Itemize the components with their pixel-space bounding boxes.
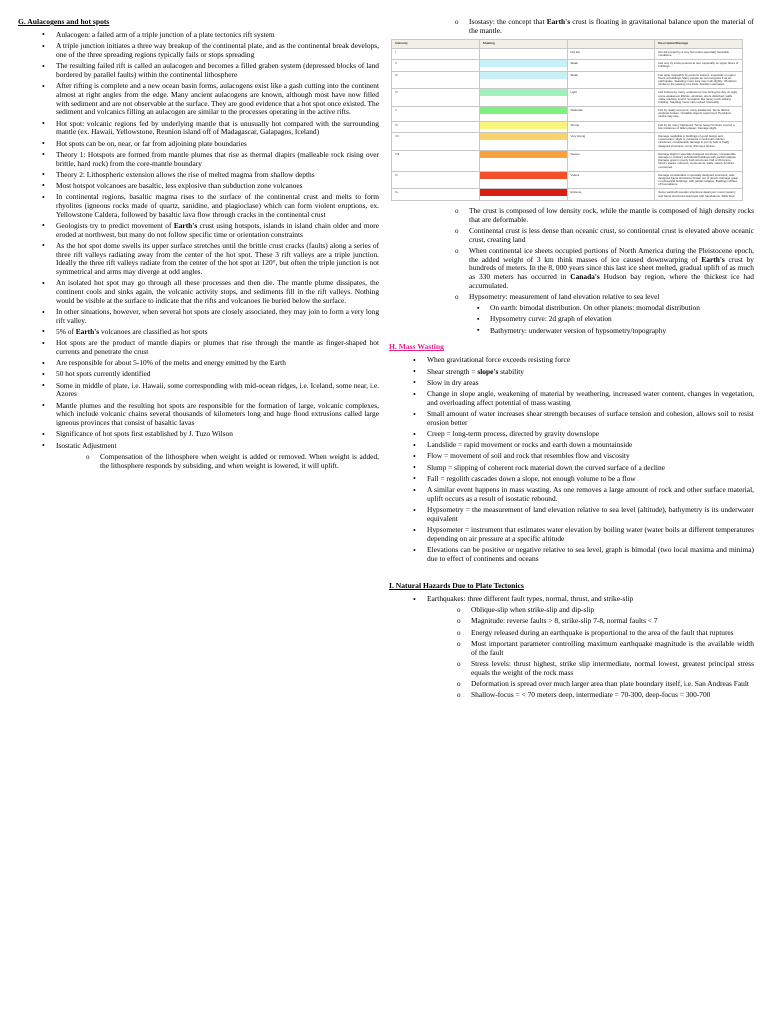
cell-description: Not felt except by a very few under especially favorable conditions. bbox=[655, 48, 743, 59]
cell-shaking: Weak bbox=[567, 60, 655, 71]
cell-intensity: X+ bbox=[392, 189, 480, 200]
cell-shaking: Severe bbox=[567, 150, 655, 171]
cell-description: Damage considerable in specially designed structures; well-designed frame structures thrown out of plumb. Damage great in substantial buildings, with partial collapse. Buildings shifted off foundations. bbox=[655, 171, 743, 189]
cell-color-swatch bbox=[479, 71, 567, 89]
color-swatch bbox=[480, 107, 567, 114]
list-item: • In other situations, however, when several hot spots are closely associated, they may join to form a very long rift valley. bbox=[42, 308, 379, 325]
cell-intensity: V bbox=[392, 107, 480, 122]
cell-shaking: Moderate bbox=[567, 107, 655, 122]
list-item: o Deformation is spread over much larger area than plate boundary itself, i.e. San Andreas Fault bbox=[457, 680, 754, 689]
list-item: o Stress levels: thrust highest, strike slip intermediate, normal lowest, greatest principal stress equals the weight of the rock mass bbox=[457, 660, 754, 677]
cell-color-swatch bbox=[479, 48, 567, 59]
cell-description: Damage negligible in buildings of good design and construction; slight to moderate in well-built ordinary structures; considerable damage in poorly built or badly designed structures; some chimneys broken. bbox=[655, 133, 743, 151]
color-swatch bbox=[480, 133, 567, 140]
column-header-description: Description/Damage bbox=[655, 40, 743, 48]
cell-shaking: Very strong bbox=[567, 133, 655, 151]
table-row bbox=[392, 189, 743, 200]
cell-shaking: Not felt bbox=[567, 48, 655, 59]
list-item: • As the hot spot dome swells its upper surface stretches until the brittle crust cracks (faults) along a series of three rift valleys radiating away from the center of the hot spot. These 3 rift valleys are a triple junction. Ideally the three rift valleys radiate from the center of the hot spot at 120°, but often the triple junction is not symmetrical and arms may diverge at odd angles. bbox=[42, 242, 379, 277]
list-item: • An isolated hot spot may go through all these processes and then die. The mantle plume dissipates, the continent cools and sinks again, the volcanic activity stops, and sediments fill in the rift valleys. Nothing would be visible at the surface to indicate that the rifts and volcanoes lie buried below the surface. bbox=[42, 279, 379, 305]
list-item: • Fall = regolith cascades down a slope, not enough volume to be a flow bbox=[413, 475, 754, 484]
cell-color-swatch bbox=[479, 121, 567, 132]
isostasy-sublist bbox=[433, 18, 754, 35]
cell-intensity: IX bbox=[392, 171, 480, 189]
list-item: • Elevations can be positive or negative relative to sea level, graph is bimodal (two local maxima and minima) due to effect of continents and oceans bbox=[413, 546, 754, 563]
list-item: o Isostasy: the concept that Earth's crust is floating in gravitational balance upon the material of the mantle. bbox=[455, 18, 754, 35]
cell-description: Felt quite noticeably by persons indoors, especially on upper floors of buildings. Many people do not recognize it as an earthquake. Standing motor cars may rock slightly. Vibrations similar to the passing of a truck. Duration estimated. bbox=[655, 71, 743, 89]
list-item: • Earthquakes: three different fault types, normal, thrust, and strike-slip bbox=[413, 595, 754, 604]
cell-intensity: VII bbox=[392, 133, 480, 151]
list-item: o Continental crust is less dense than oceanic crust, so continental crust is elevated above oceanic crust, creating land bbox=[455, 227, 754, 244]
cell-color-swatch bbox=[479, 171, 567, 189]
color-swatch bbox=[480, 122, 567, 129]
table-row bbox=[392, 48, 743, 59]
list-item: • Theory 2: Lithospheric extension allows the rise of melted magma from shallow depths bbox=[42, 171, 379, 180]
cell-intensity: VIII bbox=[392, 150, 480, 171]
list-item: o The crust is composed of low density rock, while the mantle is composed of high density rocks that are deformable. bbox=[455, 207, 754, 224]
list-item: o Oblique-slip when strike-slip and dip-slip bbox=[457, 606, 754, 615]
right-column bbox=[389, 18, 754, 702]
cell-description: Felt only by a few persons at rest, especially on upper floors of buildings. bbox=[655, 60, 743, 71]
section-heading-natural-hazards: I. Natural Hazards Due to Plate Tectonics bbox=[389, 581, 524, 591]
list-item: • The resulting failed rift is called an aulacogen and becomes a filled graben system (depressed blocks of land bordered by parallel faults) within the continental lithosphere bbox=[42, 62, 379, 79]
crust-composition-sublist bbox=[433, 207, 754, 302]
list-item: • 5% of Earth's volcanoes are classified as hot spots bbox=[42, 328, 379, 337]
list-item: • Small amount of water increases shear strength becauses of surface tension and cohesion, allows soil to resist erosion better bbox=[413, 410, 754, 427]
table-row bbox=[392, 133, 743, 151]
cell-description: Felt by nearly everyone; many awakened. Some dishes, windows broken. Unstable objects overturned. Pendulum clocks may stop. bbox=[655, 107, 743, 122]
table-row bbox=[392, 71, 743, 89]
cell-description: Some well-built wooden structures destroyed; most masonry and frame structures destroyed with foundations. Rails bent. bbox=[655, 189, 743, 200]
color-swatch bbox=[480, 151, 567, 158]
cell-shaking: Extreme bbox=[567, 189, 655, 200]
color-swatch bbox=[480, 60, 567, 67]
list-item: o Compensation of the lithosphere when weight is added or removed. When weight is added, the lithosphere responds by subsiding, and when weight is lowered, it will uplift. bbox=[86, 453, 379, 470]
list-item: • Mantle plumes and the resulting hot spots are responsible for the formation of large, volcanic complexes, which include volcanic chains several thousands of kilometers long and huge flood extrusions called large igneous provinces that consist of basaltic lavas bbox=[42, 402, 379, 428]
spacer bbox=[389, 566, 754, 582]
table-row bbox=[392, 60, 743, 71]
list-item: • When gravitational force exceeds resisting force bbox=[413, 356, 754, 365]
table-row bbox=[392, 89, 743, 107]
cell-intensity: VI bbox=[392, 121, 480, 132]
list-item: o When continental ice sheets occupied portions of North America during the Pleistocene epoch, the added weight of 3 km think masses of ice caused downwarping of Earth's crust by hundreds of meters. In the 8, 000 years since this last ice sheet melted, gradual uplift of as much as 330 meters has occurred in Canada's Hudson bay region, where the thickest ice had accumulated. bbox=[455, 247, 754, 291]
aulacogens-bullet-list bbox=[18, 31, 379, 450]
color-swatch bbox=[480, 49, 567, 56]
list-item: • Slump = slipping of coherent rock material down the curved surface of a decline bbox=[413, 464, 754, 473]
list-item: • In continental regions, basaltic magma rises to the surface of the continental crust and melts to form rhyolites (igneous rocks made of quartz, sanidine, and plagioclase) which can form violent eruptions, ex. Yellowstone Caldera, followed by basaltic lava flow through cracks in the continental crust bbox=[42, 193, 379, 219]
list-item: • Flow = movement of soil and rock that resembles flow and viscosity bbox=[413, 452, 754, 461]
list-item: • Geologists try to predict movement of Earth's crust using hotspots, islands in island chain older and more eroded at northwest, but many do not follow specific time or orientation constraints bbox=[42, 222, 379, 239]
isostatic-adjustment-sublist bbox=[64, 453, 379, 470]
cell-shaking: Weak bbox=[567, 71, 655, 89]
cell-color-swatch bbox=[479, 107, 567, 122]
list-item: o Energy released during an earthquake is proportional to the area of the fault that ruptures bbox=[457, 629, 754, 638]
cell-intensity: II bbox=[392, 60, 480, 71]
earthquake-intensity-table bbox=[391, 39, 743, 200]
list-item: ▪ Hypsometry curve: 2d graph of elevation bbox=[477, 315, 754, 324]
color-swatch bbox=[480, 89, 567, 96]
list-item: • A similar event happens in mass wasting. As one removes a large amount of rock and other surface material, uplift occurs as a result of isostatic rebound. bbox=[413, 486, 754, 503]
column-header-intensity: Intensity bbox=[392, 40, 480, 48]
list-item: • Significance of hot spots first established by J. Tuzo Wilson bbox=[42, 430, 379, 439]
table-row bbox=[392, 171, 743, 189]
list-item: • Hot spot: volcanic regions fed by underlying mantle that is unusually hot compared with the surrounding mantle (ex. Hawaii, Yellowstone, Reunion island off of Madagascar, Galapagos, Iceland) bbox=[42, 120, 379, 137]
color-swatch bbox=[480, 172, 567, 179]
list-item: • 50 hot spots currently identified bbox=[42, 370, 379, 379]
cell-intensity: I bbox=[392, 48, 480, 59]
list-item: • Change in slope angle, weakening of material by weathering, increased water content, changes in vegetation, and overloading affect potential of mass wasting bbox=[413, 390, 754, 407]
list-item: o Most important parameter controlling maximum earthquake magnitude is the available width of the fault bbox=[457, 640, 754, 657]
list-item: • Hot spots are the product of mantle diapirs or plumes that rise through the mantle as finger-shaped hot currents and penetrate the crust bbox=[42, 339, 379, 356]
column-header-shaking: Shaking bbox=[479, 40, 567, 48]
section-heading-aulacogens: G. Aulacogens and hot spots bbox=[18, 17, 110, 26]
list-item: • Hypsometry = the measurement of land elevation relative to sea level (altitude), bathymetry is its underwater equivalent bbox=[413, 506, 754, 523]
column-header-swatch bbox=[567, 40, 655, 48]
cell-color-swatch bbox=[479, 60, 567, 71]
list-item: • Hypsometer = instrument that estimates water elevation by boiling water (water boils at different temperatures depending on air pressure at a specific altitude bbox=[413, 526, 754, 543]
earthquake-sublist bbox=[435, 606, 754, 700]
list-item: • Isostatic Adjustment bbox=[42, 442, 379, 451]
list-item: • Most hotspot volcanoes are basaltic, less explosive than subduction zone volcanoes bbox=[42, 182, 379, 191]
list-item: • Landslide = rapid movement or rocks and earth down a mountainside bbox=[413, 441, 754, 450]
natural-hazards-bullet-list bbox=[389, 595, 754, 604]
left-column bbox=[18, 18, 389, 702]
list-item: ▪ Bathymetry: underwater version of hypsometry/topography bbox=[477, 327, 754, 336]
table-row bbox=[392, 121, 743, 132]
list-item: o Hypsometry: measurement of land elevation relative to sea level bbox=[455, 293, 754, 302]
list-item: • Aulacogen: a failed arm of a triple junction of a plate tectonics rift system bbox=[42, 31, 379, 40]
cell-color-swatch bbox=[479, 133, 567, 151]
list-item: • Are responsible for about 5-10% of the melts and energy emitted by the Earth bbox=[42, 359, 379, 368]
list-item: • Some in middle of plate, i.e. Hawaii, some corresponding with mid-ocean ridges, i.e. Iceland, some near, i.e. Azores bbox=[42, 382, 379, 399]
list-item: • A triple junction initiates a three way breakup of the continental plate, and as the continental break develops, one of the three spreading regions typically fails or stops spreading bbox=[42, 42, 379, 59]
cell-color-swatch bbox=[479, 89, 567, 107]
list-item: • Hot spots can be on, near, or far from adjoining plate boundaries bbox=[42, 140, 379, 149]
cell-description: Damage slight in specially designed structures; considerable damage in ordinary substantial buildings with partial collapse. Damage great in poorly built structures. Fall of chimneys, factory stacks, columns, monuments, walls. Heavy furniture overturned. bbox=[655, 150, 743, 171]
cell-intensity: IV bbox=[392, 89, 480, 107]
list-item: • Slow in dry areas bbox=[413, 379, 754, 388]
cell-shaking: Light bbox=[567, 89, 655, 107]
cell-color-swatch bbox=[479, 150, 567, 171]
cell-description: Felt by all, many frightened. Some heavy furniture moved; a few instances of fallen plaster. Damage slight. bbox=[655, 121, 743, 132]
cell-shaking: Violent bbox=[567, 171, 655, 189]
list-item: o Magnitude: reverse faults > 8, strike-slip 7-8, normal faults < 7 bbox=[457, 617, 754, 626]
list-item: o Shallow-focus = < 70 meters deep, intermediate = 70-300, deep-focus = 300-700 bbox=[457, 691, 754, 700]
mass-wasting-bullet-list bbox=[389, 356, 754, 563]
table-row bbox=[392, 150, 743, 171]
table-row bbox=[392, 107, 743, 122]
list-item: • After rifting is complete and a new ocean basin forms, aulacogens exist like a gash cutting into the continent almost at right angles from the edge. Many ancient aulacogens are known, although most have now filled with sediment and are not observable at the surface. They are good evidence that a hot spot once existed. The sediment and volcanics filling an aulacogen are similar to the processes operating in the active rifts. bbox=[42, 82, 379, 117]
section-heading-mass-wasting: H. Mass Wasting bbox=[389, 342, 444, 352]
color-swatch bbox=[480, 189, 567, 196]
list-item: ▪ On earth: bimodal distribution. On other planets: momodal distribution bbox=[477, 304, 754, 313]
list-item: • Theory 1: Hotspots are formed from mantle plumes that rise as thermal diapirs (malleable rock rising over brittle, hard rock) from the core-mantle boundary bbox=[42, 151, 379, 168]
cell-shaking: Strong bbox=[567, 121, 655, 132]
table-header-row bbox=[392, 40, 743, 48]
cell-intensity: III bbox=[392, 71, 480, 89]
list-item: • Creep = long-term process, directed by gravity downslope bbox=[413, 430, 754, 439]
cell-description: Felt indoors by many, outdoors by few during the day. At night, some awakened. Dishes, windows, doors disturbed; walls make cracking sound. Sensation like heavy truck striking building. Standing motor cars rocked noticeably. bbox=[655, 89, 743, 107]
hypsometry-sublist bbox=[455, 304, 754, 335]
list-item: • Shear strength = slope's stability bbox=[413, 368, 754, 377]
color-swatch bbox=[480, 72, 567, 79]
cell-color-swatch bbox=[479, 189, 567, 200]
